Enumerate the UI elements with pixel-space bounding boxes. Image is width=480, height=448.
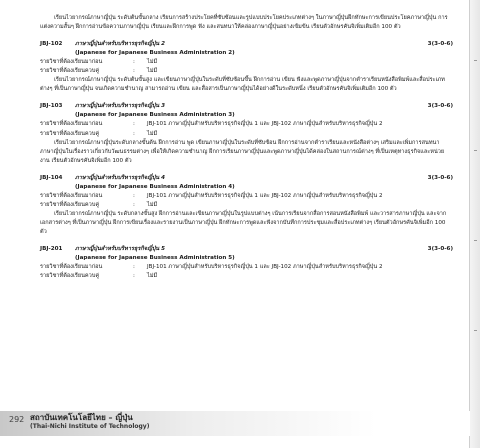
colon: : bbox=[133, 264, 135, 271]
prerequisite-value: ไม่มี bbox=[147, 59, 158, 66]
prerequisite-label: รายวิชาที่ต้องเรียนมาก่อน bbox=[40, 121, 103, 128]
colon: : bbox=[133, 273, 135, 280]
course-credits: 3(3-0-6) bbox=[427, 174, 453, 181]
corequisite-value: ไม่มี bbox=[147, 130, 158, 137]
course-block bbox=[40, 40, 453, 94]
colon: : bbox=[133, 121, 135, 128]
page-footer bbox=[0, 400, 480, 448]
course-heading bbox=[40, 174, 453, 183]
course-block bbox=[40, 174, 453, 237]
course-code: JBJ-201 bbox=[40, 246, 63, 253]
course-title: ภาษาญี่ปุ่นสำหรับบริหารธุรกิจญี่ปุ่น 2 bbox=[75, 41, 166, 48]
course-heading bbox=[40, 102, 453, 111]
corequisite-label: รายวิชาที่ต้องเรียนควบคู่ bbox=[40, 130, 100, 137]
prerequisite-label: รายวิชาที่ต้องเรียนมาก่อน bbox=[40, 264, 103, 271]
corequisite-value: ไม่มี bbox=[147, 201, 158, 208]
intro-paragraph: เรียนไวยากรณ์ภาษาญี่ปุ่น ระดับต้นขั้นกลาง เรียนการสร้างประโยคที่ซับซ้อนและรูปแบบประโยคประเภทต่างๆ ในภาษาญี่ปุ่นฝึกทักษะการเขียนประโยคภาษาญี่ปุ่น การแต่งความสั้นๆ ฝึกการอ่านข้อความภาษาญี่ปุ่น เรียนและฝึกการพูด ฟัง และสนทนาให้คล่องภาษาญี่ปุ่นอย่างเข้มข้น เรียนตัวอักษรคันจิเพิ่มเติมอีก 100 ตัว bbox=[40, 15, 448, 31]
corequisite-row bbox=[40, 67, 453, 76]
course-title: ภาษาญี่ปุ่นสำหรับบริหารธุรกิจญี่ปุ่น 4 bbox=[75, 174, 166, 181]
course-title: ภาษาญี่ปุ่นสำหรับบริหารธุรกิจญี่ปุ่น 5 bbox=[75, 246, 166, 253]
course-description: เรียนไวยากรณ์ภาษาญี่ปุ่น ระดับกลางขั้นสูง ฝึกการอ่านและเขียนภาษาญี่ปุ่นในรูปแบบต่างๆ เน้นการเรียนจากสื่อการสอนหนังสือพิมพ์ และวารสารภาษาญี่ปุ่น และจากเอกสารต่างๆ ที่เป็นภาษาญี่ปุ่น ฝึกการเขียนเรื่องและรายงานเป็นภาษาญี่ปุ่น ฝึกทักษะการพูดและฟังจากบันทึกการประชุมและสื่อประเภทต่างๆ เรียนตัวอักษรคันจิเพิ่มอีก 100 ตัว bbox=[40, 210, 447, 235]
prerequisite-row bbox=[40, 263, 453, 272]
corequisite-label: รายวิชาที่ต้องเรียนควบคู่ bbox=[40, 201, 100, 208]
corequisite-label: รายวิชาที่ต้องเรียนควบคู่ bbox=[40, 68, 100, 75]
course-heading bbox=[40, 245, 453, 254]
course-english-title: (Japanese for Japanese Business Administration 3) bbox=[75, 112, 235, 119]
prerequisite-value: JBJ-101 ภาษาญี่ปุ่นสำหรับบริหารธุรกิจญี่ปุ่น 1 และ JBJ-102 ภาษาญี่ปุ่นสำหรับบริหารธุรกิจญี่ปุ่น 2 bbox=[147, 264, 383, 271]
edge-mark bbox=[474, 60, 477, 61]
course-code: JBJ-103 bbox=[40, 103, 63, 110]
course-credits: 3(3-0-6) bbox=[427, 41, 453, 48]
prerequisite-value: JBJ-101 ภาษาญี่ปุ่นสำหรับบริหารธุรกิจญี่ปุ่น 1 และ JBJ-102 ภาษาญี่ปุ่นสำหรับบริหารธุรกิจญี่ปุ่น 2 bbox=[147, 121, 383, 128]
page-number: 292 bbox=[9, 415, 25, 424]
course-english-title: (Japanese for Japanese Business Administration 2) bbox=[75, 50, 235, 57]
corequisite-row bbox=[40, 272, 453, 281]
corequisite-row bbox=[40, 201, 453, 210]
course-code: JBJ-102 bbox=[40, 41, 63, 48]
institute-name-thai: สถาบันเทคโนโลยีไทย – ญี่ปุ่น bbox=[30, 413, 133, 422]
course-code: JBJ-104 bbox=[40, 174, 63, 181]
edge-mark bbox=[474, 330, 477, 331]
course-description: เรียนไวยากรณ์ภาษาญี่ปุ่นระดับกลางขั้นต้น ฝึกการอ่าน พูด เขียนภาษาญี่ปุ่นในระดับที่ซับซ้อน ฝึกการอ่านจากตำราเรียนและหนังสือต่างๆ เสริมและเพิ่มการสนทนาภาษาญี่ปุ่นในเรื่องราวเกี่ยวกับวัฒนธรรมต่างๆ เพื่อให้เกิดความชำนาญ ฝึกการเรียนภาษาญี่ปุ่นและพูดภาษาญี่ปุ่นได้คล่องในสถานการณ์ต่างๆ ที่เป็นเหตุทางธุรกิจและหน่วยงาน เรียนตัวอักษรคันจิเพิ่มอีก 100 ตัว bbox=[40, 139, 445, 164]
course-credits: 3(3-0-6) bbox=[427, 103, 453, 110]
course-title: ภาษาญี่ปุ่นสำหรับบริหารธุรกิจญี่ปุ่น 3 bbox=[75, 103, 166, 110]
prerequisite-label: รายวิชาที่ต้องเรียนมาก่อน bbox=[40, 59, 103, 66]
institute-name-english: (Thai-Nichi Institute of Technology) bbox=[30, 423, 150, 430]
page-content bbox=[40, 14, 453, 281]
colon: : bbox=[133, 130, 135, 137]
colon: : bbox=[133, 192, 135, 199]
corequisite-value: ไม่มี bbox=[147, 68, 158, 75]
prerequisite-label: รายวิชาที่ต้องเรียนมาก่อน bbox=[40, 192, 103, 199]
course-english-title: (Japanese for Japanese Business Administration 4) bbox=[75, 183, 235, 190]
prerequisite-row bbox=[40, 58, 453, 67]
edge-mark bbox=[474, 240, 477, 241]
page-edge-strip bbox=[469, 0, 480, 448]
corequisite-label: รายวิชาที่ต้องเรียนควบคู่ bbox=[40, 273, 100, 280]
course-english-title: (Japanese for Japanese Business Administration 5) bbox=[75, 255, 235, 262]
prerequisite-value: JBJ-101 ภาษาญี่ปุ่นสำหรับบริหารธุรกิจญี่ปุ่น 1 และ JBJ-102 ภาษาญี่ปุ่นสำหรับบริหารธุรกิจญี่ปุ่น 2 bbox=[147, 192, 383, 199]
corequisite-value: ไม่มี bbox=[147, 273, 158, 280]
course-block bbox=[40, 245, 453, 281]
course-heading bbox=[40, 40, 453, 49]
prerequisite-row bbox=[40, 120, 453, 129]
colon: : bbox=[133, 201, 135, 208]
colon: : bbox=[133, 59, 135, 66]
colon: : bbox=[133, 68, 135, 75]
prerequisite-row bbox=[40, 192, 453, 201]
corequisite-row bbox=[40, 130, 453, 139]
course-block bbox=[40, 102, 453, 165]
course-description: เรียนไวยากรณ์ภาษาญี่ปุ่น ระดับต้นขั้นสูง และเขียนภาษาญี่ปุ่นในระดับที่ซับซ้อนขึ้น ฝึกการอ่าน เขียน ฟังและพูดภาษาญี่ปุ่นจากตำราเรียนหนังสือพิมพ์และสื่อประเภทต่างๆ ที่เป็นภาษาญี่ปุ่น จนเกิดความชำนาญ สามารถอ่าน เขียน และสื่อสารเป็นภาษาญี่ปุ่นได้อย่างดีในระดับหนึ่ง เรียนตัวอักษรคันจิเพิ่มเติมอีก 100 ตัว bbox=[40, 77, 445, 93]
edge-mark bbox=[474, 150, 477, 151]
course-credits: 3(3-0-6) bbox=[427, 246, 453, 253]
